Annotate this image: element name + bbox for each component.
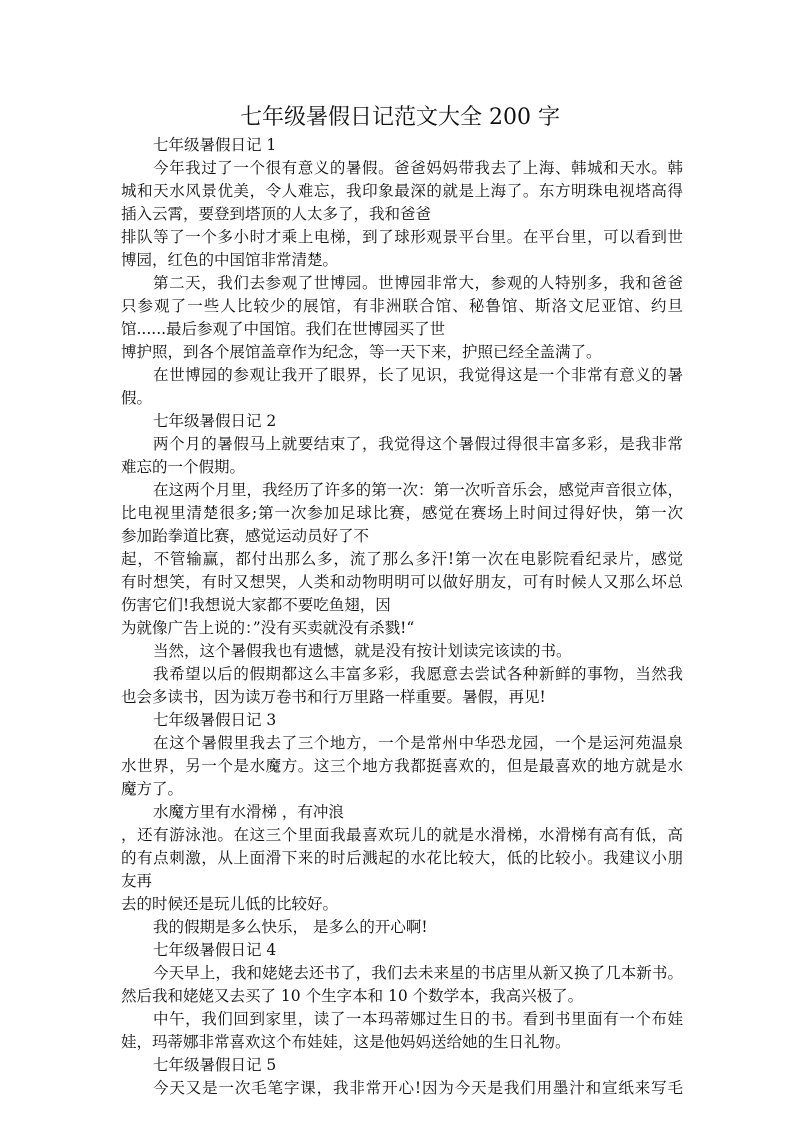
paragraph-line: 今天又是一次毛笔字课，我非常开心!因为今天是我们用墨汁和宣纸来写毛 <box>153 1079 683 1097</box>
paragraph-line: 今天早上，我和姥姥去还书了，我们去未来星的书店里从新又换了几本新书。 <box>153 964 683 982</box>
paragraph-line: 假。 <box>121 389 153 407</box>
paragraph-line: 去的时候还是玩儿低的比较好。 <box>121 895 339 913</box>
diary-heading-1: 七年级暑假日记 1 <box>153 136 277 154</box>
diary-heading-4: 七年级暑假日记 4 <box>153 941 277 959</box>
paragraph-line: 伤害它们!我想说大家都不要吃鱼翅，因 <box>121 596 391 614</box>
paragraph-line: 当然，这个暑假我也有遗憾，就是没有按计划读完该读的书。 <box>153 642 572 660</box>
diary-heading-2: 七年级暑假日记 2 <box>153 412 277 430</box>
paragraph-line: 中午，我们回到家里，读了一本玛蒂娜过生日的书。看到书里面有一个布娃 <box>153 1010 683 1028</box>
paragraph-line: 今年我过了一个很有意义的暑假。爸爸妈妈带我去了上海、韩城和天水。韩 <box>153 159 683 177</box>
paragraph-line: 有时想笑，有时又想哭，人类和动物明明可以做好朋友，可有时候人又那么坏总 <box>121 573 683 591</box>
paragraph-line: 也会多读书，因为读万卷书和行万里路一样重要。暑假，再见! <box>121 688 546 706</box>
paragraph-line: 比电视里清楚很多;第一次参加足球比赛，感觉在赛场上时间过得好快，第一次 <box>121 504 683 522</box>
paragraph-line: 难忘的一个假期。 <box>121 458 246 476</box>
paragraph-line: 博园，红色的中国馆非常清楚。 <box>121 251 339 269</box>
paragraph-line: ，还有游泳池。在这三个里面我最喜欢玩儿的就是水滑梯，水滑梯有高有低，高 <box>121 826 683 844</box>
paragraph-line: 博护照，到各个展馆盖章作为纪念，等一天下来，护照已经全盖满了。 <box>121 343 602 361</box>
paragraph-line: 友再 <box>121 872 153 890</box>
paragraph-line: 插入云霄，要登到塔顶的人太多了，我和爸爸 <box>121 205 432 223</box>
paragraph-line: 我希望以后的假期都这么丰富多彩，我愿意去尝试各种新鲜的事物，当然我 <box>153 665 683 683</box>
paragraph-line: 在这两个月里，我经历了许多的第一次：第一次听音乐会，感觉声音很立体， <box>153 481 683 499</box>
paragraph-line: 排队等了一个多小时才乘上电梯，到了球形观景平台里。在平台里，可以看到世 <box>121 228 683 246</box>
paragraph-line: 只参观了一些人比较少的展馆，有非洲联合馆、秘鲁馆、斯洛文尼亚馆、约旦 <box>121 297 683 315</box>
paragraph-line: 然后我和姥姥又去买了 10 个生字本和 10 个数学本，我高兴极了。 <box>121 987 584 1005</box>
paragraph-line: 城和天水风景优美，令人难忘，我印象最深的就是上海了。东方明珠电视塔高得 <box>121 182 683 200</box>
paragraph-line: 馆......最后参观了中国馆。我们在世博园买了世 <box>121 320 446 338</box>
diary-heading-3: 七年级暑假日记 3 <box>153 711 277 729</box>
paragraph-line: 为就像广告上说的：”没有买卖就没有杀戮!“ <box>121 619 415 637</box>
paragraph-line: 我的假期是多么快乐， 是多么的开心啊! <box>153 918 428 936</box>
paragraph-line: 在世博园的参观让我开了眼界，长了见识，我觉得这是一个非常有意义的暑 <box>153 366 683 384</box>
paragraph-line: 起，不管输赢，都付出那么多，流了那么多汗!第一次在电影院看纪录片，感觉 <box>121 550 683 568</box>
paragraph-line: 两个月的暑假马上就要结束了，我觉得这个暑假过得很丰富多彩，是我非常 <box>153 435 683 453</box>
paragraph-line: 水魔方里有水滑梯 ，有冲浪 <box>153 803 344 821</box>
paragraph-line: 的有点刺激，从上面滑下来的时后溅起的水花比较大，低的比较小。我建议小朋 <box>121 849 683 867</box>
paragraph-line: 娃，玛蒂娜非常喜欢这个布娃娃，这是他妈妈送给她的生日礼物。 <box>121 1033 571 1051</box>
document-title: 七年级暑假日记范文大全 200 字 <box>240 105 560 130</box>
paragraph-line: 水世界，另一个是水魔方。这三个地方我都挺喜欢的，但是最喜欢的地方就是水 <box>121 757 683 775</box>
diary-heading-5: 七年级暑假日记 5 <box>153 1056 277 1074</box>
paragraph-line: 第二天，我们去参观了世博园。世博园非常大，参观的人特别多，我和爸爸 <box>153 274 683 292</box>
paragraph-line: 在这个暑假里我去了三个地方，一个是常州中华恐龙园，一个是运河苑温泉 <box>153 734 683 752</box>
paragraph-line: 魔方了。 <box>121 780 184 798</box>
paragraph-line: 参加跆拳道比赛，感觉运动员好了不 <box>121 527 370 545</box>
